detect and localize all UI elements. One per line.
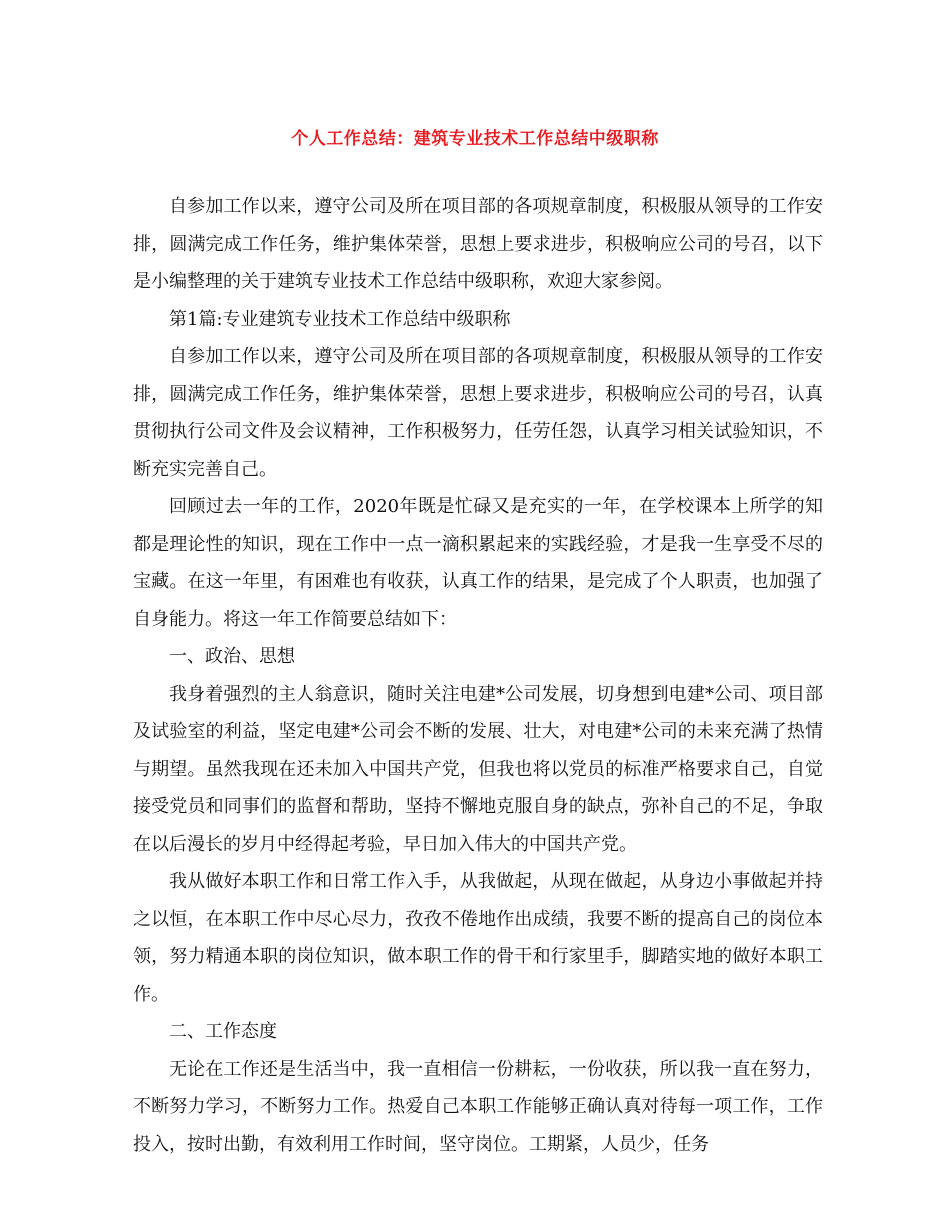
section-heading-attitude: 二、工作态度 — [169, 1021, 277, 1042]
paragraph: 无论在工作还是生活当中，我一直相信一份耕耘，一份收获，所以我一直在努力，不断努力学习，不断努力工作。热爱自己本职工作能够正确认真对待每一项工作，工作投入，按时出勤，有效利用工作时间，坚守岗位。工期紧，人员少，任务 — [133, 1058, 823, 1155]
paragraph: 我从做好本职工作和日常工作入手，从我做起，从现在做起，从身边小事做起并持之以恒，在本职工作中尽心尽力，孜孜不倦地作出成绩，我要不断的提高自己的岗位本领，努力精通本职的岗位知识，做本职工作的骨干和行家里手，脚踏实地的做好本职工作。 — [133, 871, 823, 1005]
document-title: 个人工作总结：建筑专业技术工作总结中级职称 — [291, 129, 659, 149]
paragraph: 回顾过去一年的工作，2020年既是忙碌又是充实的一年，在学校课本上所学的知都是理论性的知识，现在工作中一点一滴积累起来的实践经验，才是我一生享受不尽的宝藏。在这一年里，有困难也有收获，认真工作的结果，是完成了个人职责，也加强了自身能力。将这一年工作简要总结如下： — [133, 496, 823, 630]
paragraph: 自参加工作以来，遵守公司及所在项目部的各项规章制度，积极服从领导的工作安排，圆满完成工作任务，维护集体荣誉，思想上要求进步，积极响应公司的号召，认真贯彻执行公司文件及会议精神，工作积极努力，任劳任怨，认真学习相关试验知识，不断充实完善自己。 — [133, 346, 823, 480]
section-heading-politics: 一、政治、思想 — [169, 646, 295, 667]
paragraph: 我身着强烈的主人翁意识，随时关注电建*公司发展，切身想到电建*公司、项目部及试验室的利益，坚定电建*公司会不断的发展、壮大，对电建*公司的未来充满了热情与期望。虽然我现在还未加入中国共产党，但我也将以党员的标准严格要求自己，自觉接受党员和同事们的监督和帮助，坚持不懈地克服自身的缺点，弥补自己的不足，争取在以后漫长的岁月中经得起考验，早日加入伟大的中国共产党。 — [133, 683, 823, 855]
paragraph-intro: 自参加工作以来，遵守公司及所在项目部的各项规章制度，积极服从领导的工作安排，圆满完成工作任务，维护集体荣誉，思想上要求进步，积极响应公司的号召，以下是小编整理的关于建筑专业技术工作总结中级职称，欢迎大家参阅。 — [133, 196, 823, 292]
document-body — [133, 188, 823, 1163]
section-heading-part-1: 第1篇:专业建筑专业技术工作总结中级职称 — [169, 308, 511, 330]
